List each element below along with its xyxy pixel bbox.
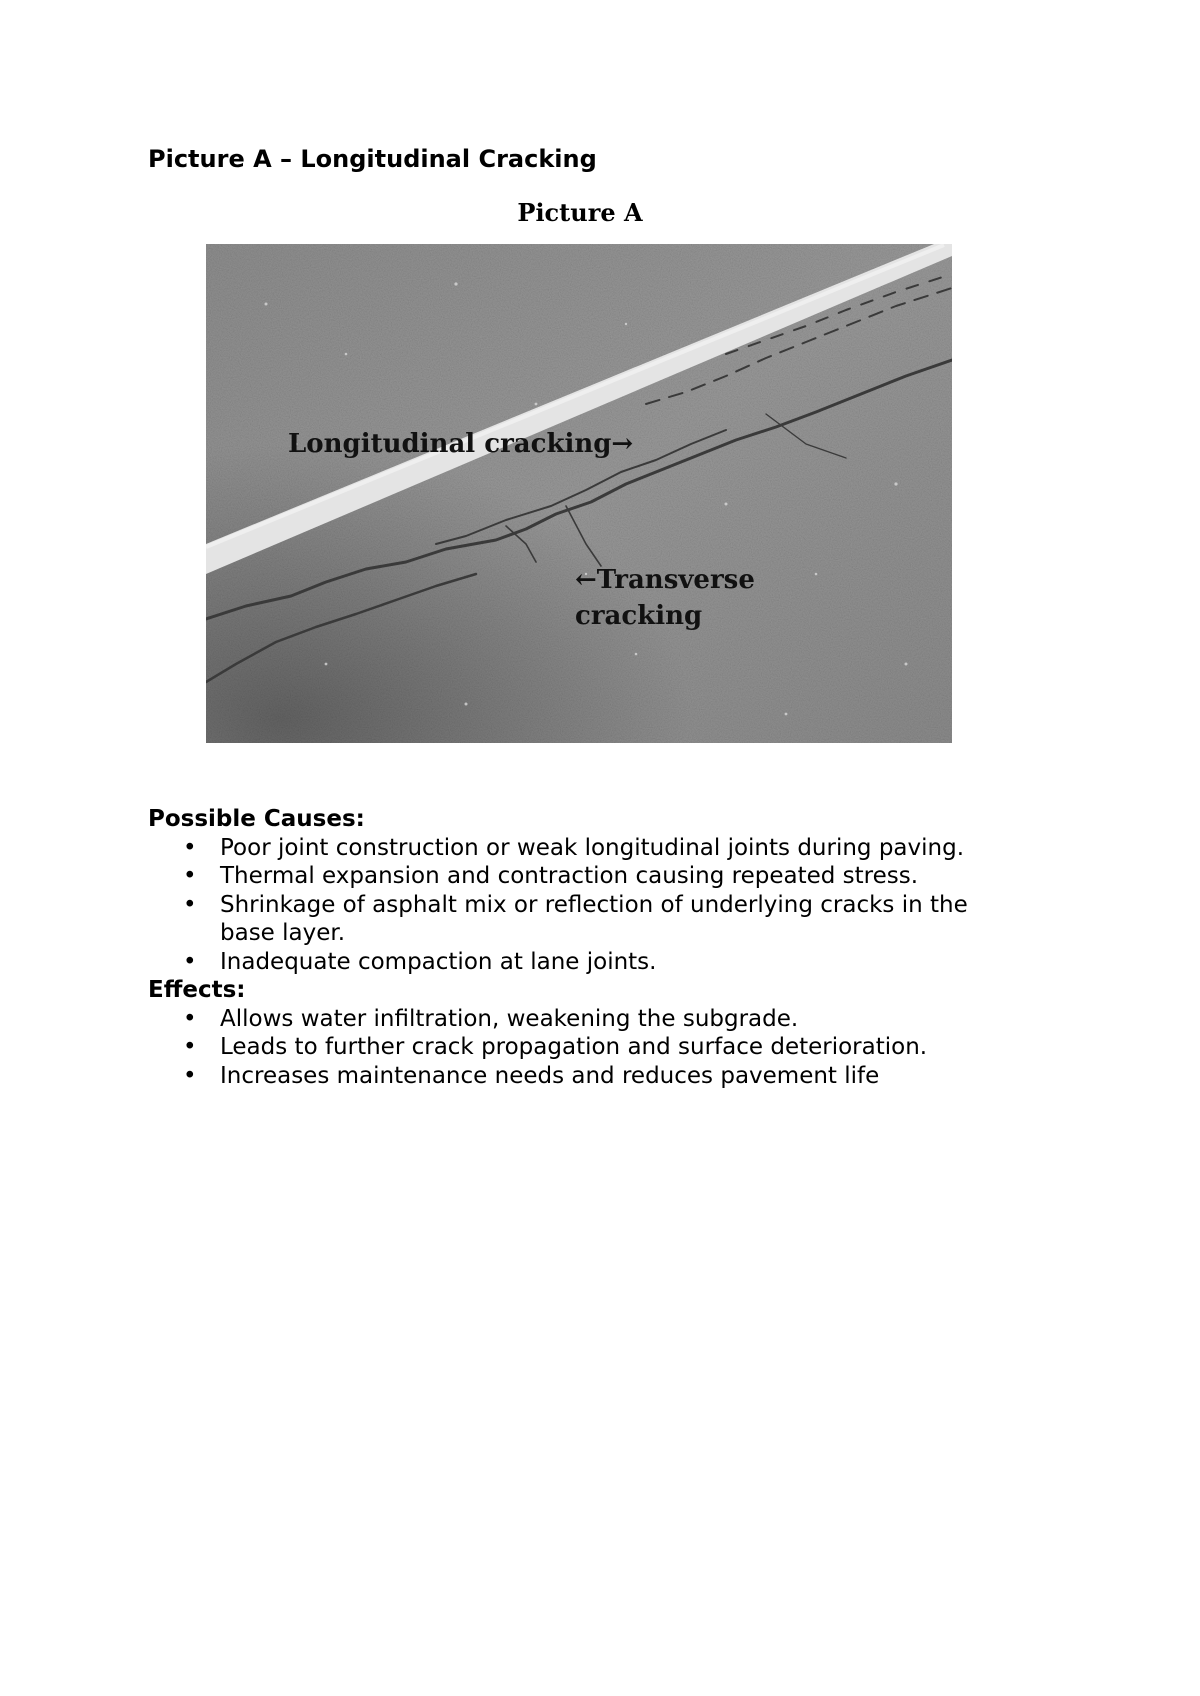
list-item-text: Increases maintenance needs and reduces pavement life	[220, 1062, 880, 1089]
effects-heading: Effects:	[148, 977, 246, 1003]
bullet-icon: •	[183, 1062, 197, 1089]
pavement-photo	[206, 244, 952, 743]
list-item-text: Shrinkage of asphalt mix or reflection of underlying cracks in the base layer.	[220, 891, 968, 947]
list-item-text: Allows water infiltration, weakening the subgrade.	[220, 1005, 799, 1032]
bullet-icon: •	[183, 1005, 197, 1032]
list-item	[148, 1005, 1010, 1034]
figure-title: Picture A	[517, 198, 643, 227]
list-item-text: Thermal expansion and contraction causing repeated stress.	[220, 863, 919, 890]
list-item	[148, 1062, 1010, 1091]
list-item-text: Poor joint construction or weak longitudinal joints during paving.	[220, 834, 965, 861]
pavement-photo-graphic	[206, 244, 952, 743]
list-item-text: Leads to further crack propagation and surface deterioration.	[220, 1034, 928, 1061]
bullet-icon: •	[183, 891, 197, 918]
bullet-icon: •	[183, 948, 197, 975]
longitudinal-cracking-label: Longitudinal cracking→	[288, 429, 634, 459]
page-heading: Picture A – Longitudinal Cracking	[148, 145, 597, 173]
effects-list	[148, 1005, 1048, 1091]
list-item	[148, 891, 1010, 948]
list-item	[148, 948, 1010, 977]
bullet-icon: •	[183, 834, 197, 861]
list-item	[148, 834, 1010, 863]
list-item-text: Inadequate compaction at lane joints.	[220, 948, 657, 975]
list-item	[148, 862, 1010, 891]
possible-causes-list	[148, 834, 1048, 977]
bullet-icon: •	[183, 863, 197, 890]
possible-causes-heading: Possible Causes:	[148, 806, 365, 832]
possible-causes-section	[148, 805, 1048, 977]
transverse-cracking-label: ←Transverse cracking	[575, 565, 755, 631]
bullet-icon: •	[183, 1034, 197, 1061]
list-item	[148, 1033, 1010, 1062]
effects-section	[148, 976, 1048, 1090]
